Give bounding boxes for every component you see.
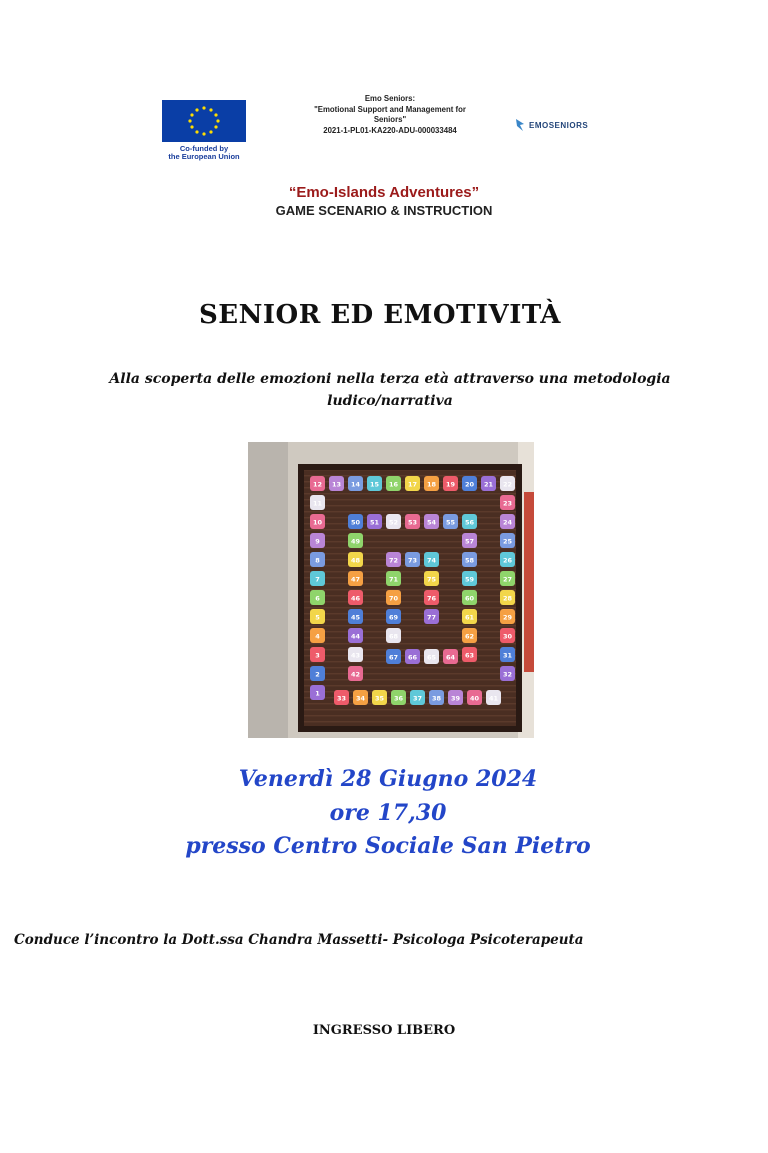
event-date: Venerdì 28 Giugno 2024 [238,766,538,792]
svg-text:63: 63 [464,651,475,660]
board-tile [500,552,515,567]
svg-text:22: 22 [502,480,513,489]
board-tile [348,552,363,567]
project-name: Emo Seniors: [364,94,416,103]
board-tile [386,628,401,643]
svg-text:50: 50 [350,518,361,527]
svg-text:31: 31 [502,651,513,660]
board-tile [462,476,477,491]
board-tile [500,514,515,529]
svg-text:28: 28 [502,594,513,603]
emoseniors-logo-icon [514,118,526,132]
svg-text:76: 76 [426,594,437,603]
svg-text:33: 33 [336,694,347,703]
board-tile [310,666,325,681]
board-tile [500,666,515,681]
board-tile [386,590,401,605]
board-tile [348,628,363,643]
svg-text:26: 26 [502,556,513,565]
board-tile [424,609,439,624]
board-tile [348,647,363,662]
svg-text:53: 53 [407,518,418,527]
board-tile [500,571,515,586]
board-tile [391,690,406,705]
svg-text:48: 48 [350,556,361,565]
board-tile [348,666,363,681]
svg-text:60: 60 [464,594,475,603]
tagline [20,368,760,412]
svg-text:38: 38 [431,694,442,703]
svg-text:8: 8 [315,556,320,565]
board-tile [500,476,515,491]
board-tile [386,649,401,664]
board-tile [310,609,325,624]
eu-flag-icon [162,100,246,142]
svg-text:23: 23 [502,499,513,508]
board-tile [348,590,363,605]
svg-text:13: 13 [331,480,342,489]
svg-text:56: 56 [464,518,475,527]
svg-text:34: 34 [355,694,366,703]
svg-text:19: 19 [445,480,456,489]
board-tile [500,609,515,624]
project-desc-line1: "Emotional Support and Management for [314,104,466,114]
board-tile [429,690,444,705]
board-tile [386,552,401,567]
board-tile [310,647,325,662]
board-tile [386,476,401,491]
svg-text:58: 58 [464,556,475,565]
svg-text:72: 72 [388,556,399,565]
svg-text:65: 65 [426,653,437,662]
board-tile [405,552,420,567]
board-tile [310,476,325,491]
board-tile [367,476,382,491]
svg-text:73: 73 [407,556,418,565]
svg-text:59: 59 [464,575,475,584]
svg-text:42: 42 [350,670,361,679]
svg-text:39: 39 [450,694,461,703]
board-tile [310,685,325,700]
board-tile [462,552,477,567]
svg-text:4: 4 [315,632,320,641]
svg-text:52: 52 [388,518,399,527]
game-subtitle: GAME SCENARIO & INSTRUCTION [275,203,493,218]
board-tile [310,628,325,643]
svg-text:69: 69 [388,613,399,622]
board-tile [329,476,344,491]
board-game-photo [248,442,534,738]
board-tile [500,495,515,510]
project-desc-line2: Seniors" [373,115,407,124]
board-tile [500,590,515,605]
board-tile [467,690,482,705]
board-tile [462,647,477,662]
svg-text:7: 7 [315,575,320,584]
svg-text:18: 18 [426,480,437,489]
svg-text:41: 41 [488,694,499,703]
project-code: 2021-1-PL01-KA220-ADU-000033484 [323,125,457,135]
free-entry: INGRESSO LIBERO [312,1023,456,1038]
board-tile [348,514,363,529]
svg-text:68: 68 [388,632,399,641]
svg-text:67: 67 [388,653,399,662]
svg-text:51: 51 [369,518,380,527]
svg-text:77: 77 [426,613,437,622]
board-tile [405,649,420,664]
svg-text:27: 27 [502,575,513,584]
board-tile [443,649,458,664]
svg-text:71: 71 [388,575,399,584]
board-tile [462,514,477,529]
board-tile [462,533,477,548]
svg-text:40: 40 [469,694,480,703]
svg-text:16: 16 [388,480,399,489]
event-time: ore 17,30 [329,800,447,826]
svg-text:35: 35 [374,694,385,703]
svg-text:9: 9 [315,537,320,546]
tagline-line2: ludico/narrativa [327,393,453,409]
board-tile [372,690,387,705]
board-tile [486,690,501,705]
board-tile [405,514,420,529]
svg-text:20: 20 [464,480,475,489]
board-tile [424,571,439,586]
svg-text:6: 6 [315,594,320,603]
svg-text:10: 10 [312,518,323,527]
emoseniors-logo-text: EMOSENIORS [529,120,589,130]
board-tile [310,571,325,586]
board-tile [448,690,463,705]
board-tile [348,609,363,624]
board-game-image [248,442,534,738]
svg-text:61: 61 [464,613,475,622]
svg-text:11: 11 [312,499,323,508]
project-info [290,94,490,136]
svg-text:74: 74 [426,556,437,565]
svg-text:29: 29 [502,613,513,622]
board-tile [443,514,458,529]
svg-text:70: 70 [388,594,399,603]
board-tile [424,590,439,605]
board-tile [367,514,382,529]
eu-caption-line2: the European Union [168,152,240,161]
board-tile [348,571,363,586]
svg-text:2: 2 [315,670,320,679]
svg-text:30: 30 [502,632,513,641]
svg-text:75: 75 [426,575,437,584]
svg-text:54: 54 [426,518,437,527]
svg-text:49: 49 [350,537,361,546]
svg-text:46: 46 [350,594,361,603]
board-tile [500,628,515,643]
svg-text:25: 25 [502,537,513,546]
eu-caption [150,145,258,161]
board-tile [462,571,477,586]
svg-text:44: 44 [350,632,361,641]
svg-text:12: 12 [312,480,323,489]
board-tile [310,514,325,529]
board-tile [386,609,401,624]
board-tile [353,690,368,705]
svg-text:17: 17 [407,480,418,489]
svg-text:62: 62 [464,632,475,641]
svg-text:37: 37 [412,694,423,703]
board-tile [424,552,439,567]
svg-text:3: 3 [315,651,320,660]
svg-text:47: 47 [350,575,361,584]
eu-caption-line1: Co-funded by [179,144,229,153]
svg-text:36: 36 [393,694,404,703]
board-tile [334,690,349,705]
svg-text:21: 21 [483,480,494,489]
svg-text:55: 55 [445,518,456,527]
svg-text:1: 1 [315,689,320,698]
board-tile [462,609,477,624]
board-tile [500,647,515,662]
event-place: presso Centro Sociale San Pietro [185,833,591,859]
emoseniors-logo [514,115,588,135]
svg-text:5: 5 [315,613,320,622]
board-tile [424,476,439,491]
board-tile [348,476,363,491]
board-tile [481,476,496,491]
board-tile [500,533,515,548]
board-tile [424,514,439,529]
board-tile [462,628,477,643]
board-tile [310,590,325,605]
board-tile [424,649,439,664]
svg-text:43: 43 [350,651,361,660]
tagline-line1: Alla scoperta delle emozioni nella terza età attraverso una metodologia [109,371,671,387]
board-tile [410,690,425,705]
svg-text:57: 57 [464,537,475,546]
main-title: SENIOR ED EMOTIVITÀ [199,300,561,330]
svg-text:32: 32 [502,670,513,679]
board-tile [348,533,363,548]
board-tile [405,476,420,491]
svg-text:45: 45 [350,613,361,622]
svg-text:15: 15 [369,480,380,489]
svg-text:64: 64 [445,653,456,662]
board-tile [310,495,325,510]
game-title: “Emo-Islands Adventures” [288,184,480,201]
board-tile [310,552,325,567]
svg-text:66: 66 [407,653,418,662]
conductor-line: Conduce l’incontro la Dott.ssa Chandra Massetti- Psicologa Psicoterapeuta [14,932,584,948]
svg-text:14: 14 [350,480,361,489]
svg-text:24: 24 [502,518,513,527]
board-tile [386,571,401,586]
board-tile [443,476,458,491]
board-tile [310,533,325,548]
board-tile [462,590,477,605]
board-tile [386,514,401,529]
